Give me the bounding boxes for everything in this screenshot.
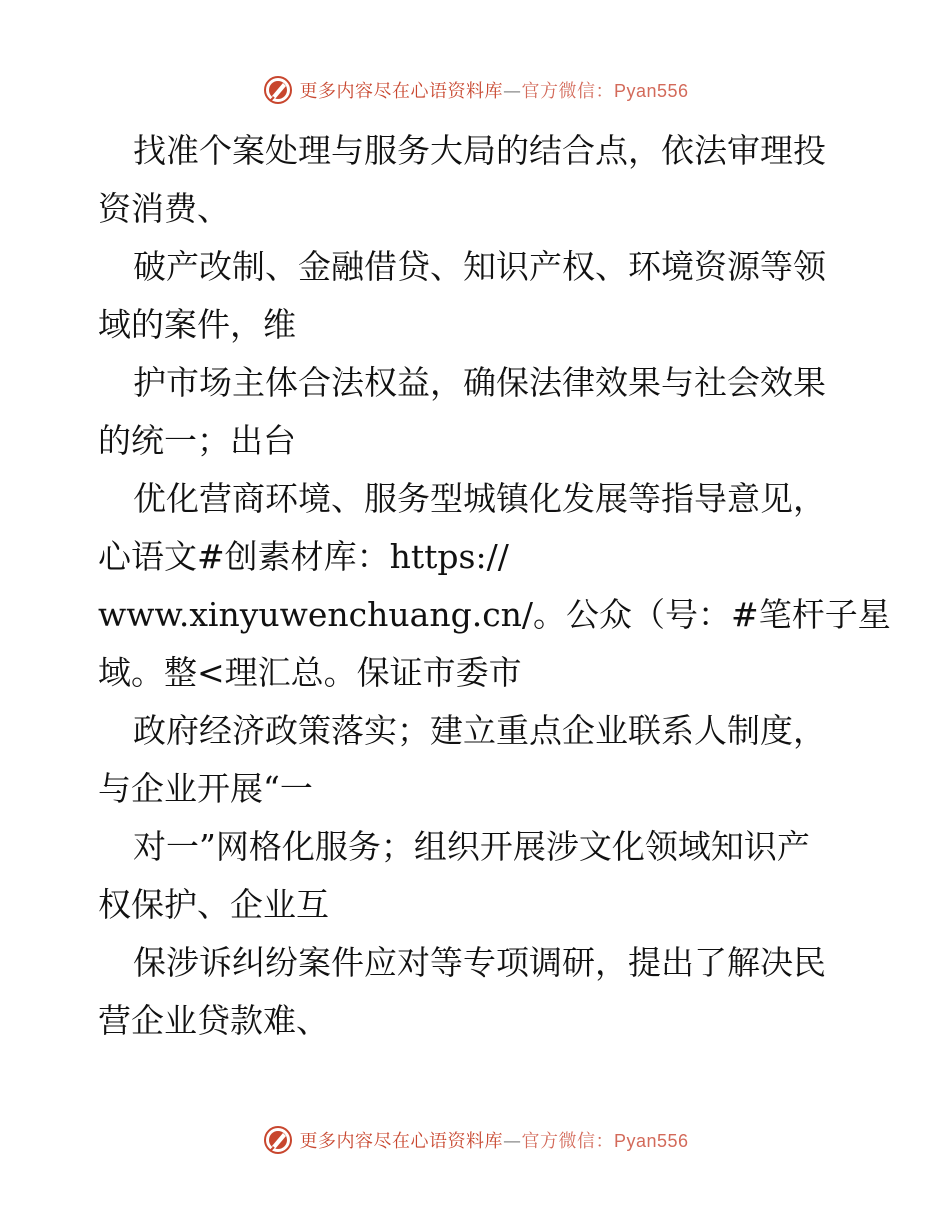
paragraph-line: 营企业贷款难、 (98, 1001, 329, 1040)
paragraph-line: 域的案件，维 (98, 305, 296, 344)
paragraph-line: 对一”网格化服务；组织开展涉文化领域知识产 (133, 827, 810, 866)
document-body (98, 122, 891, 1050)
pen-seal-logo-icon (261, 73, 295, 107)
paragraph-line: www.xinyuwenchuang.cn/。公众（号：#笔杆子星 (98, 595, 891, 634)
paragraph-line: 权保护、企业互 (98, 885, 329, 924)
paragraph-line: 找准个案处理与服务大局的结合点，依法审理投 (133, 131, 826, 170)
banner-separator: — (502, 81, 522, 102)
paragraph-line: 保涉诉纠纷案件应对等专项调研，提出了解决民 (133, 943, 826, 982)
paragraph-line: 护市场主体合法权益，确保法律效果与社会效果 (133, 363, 826, 402)
banner-separator: — (502, 1131, 522, 1152)
wechat-label: 官方微信： (521, 1131, 614, 1151)
banner-text (299, 77, 688, 103)
header-banner (0, 70, 950, 110)
paragraph-line: 资消费、 (98, 189, 230, 228)
banner-main-text: 更多内容尽在心语资料库 (299, 81, 503, 102)
wechat-id: Pyan556 (613, 1131, 689, 1151)
wechat-label: 官方微信： (521, 81, 614, 101)
paragraph-line: 与企业开展“一 (98, 769, 313, 808)
wechat-id: Pyan556 (613, 81, 689, 101)
paragraph-line: 破产改制、金融借贷、知识产权、环境资源等领 (133, 247, 826, 286)
paragraph-line: 优化营商环境、服务型城镇化发展等指导意见， (133, 479, 826, 518)
banner-main-text: 更多内容尽在心语资料库 (299, 1131, 503, 1152)
paragraph-line: 心语文#创素材库：https:// (98, 537, 509, 576)
pen-seal-logo-icon (261, 1123, 295, 1157)
paragraph-line: 政府经济政策落实；建立重点企业联系人制度， (133, 711, 826, 750)
footer-banner (0, 1120, 950, 1160)
paragraph-line: 的统一；出台 (98, 421, 296, 460)
banner-text (299, 1127, 688, 1153)
paragraph-line: 域。整<理汇总。保证市委市 (98, 653, 522, 692)
